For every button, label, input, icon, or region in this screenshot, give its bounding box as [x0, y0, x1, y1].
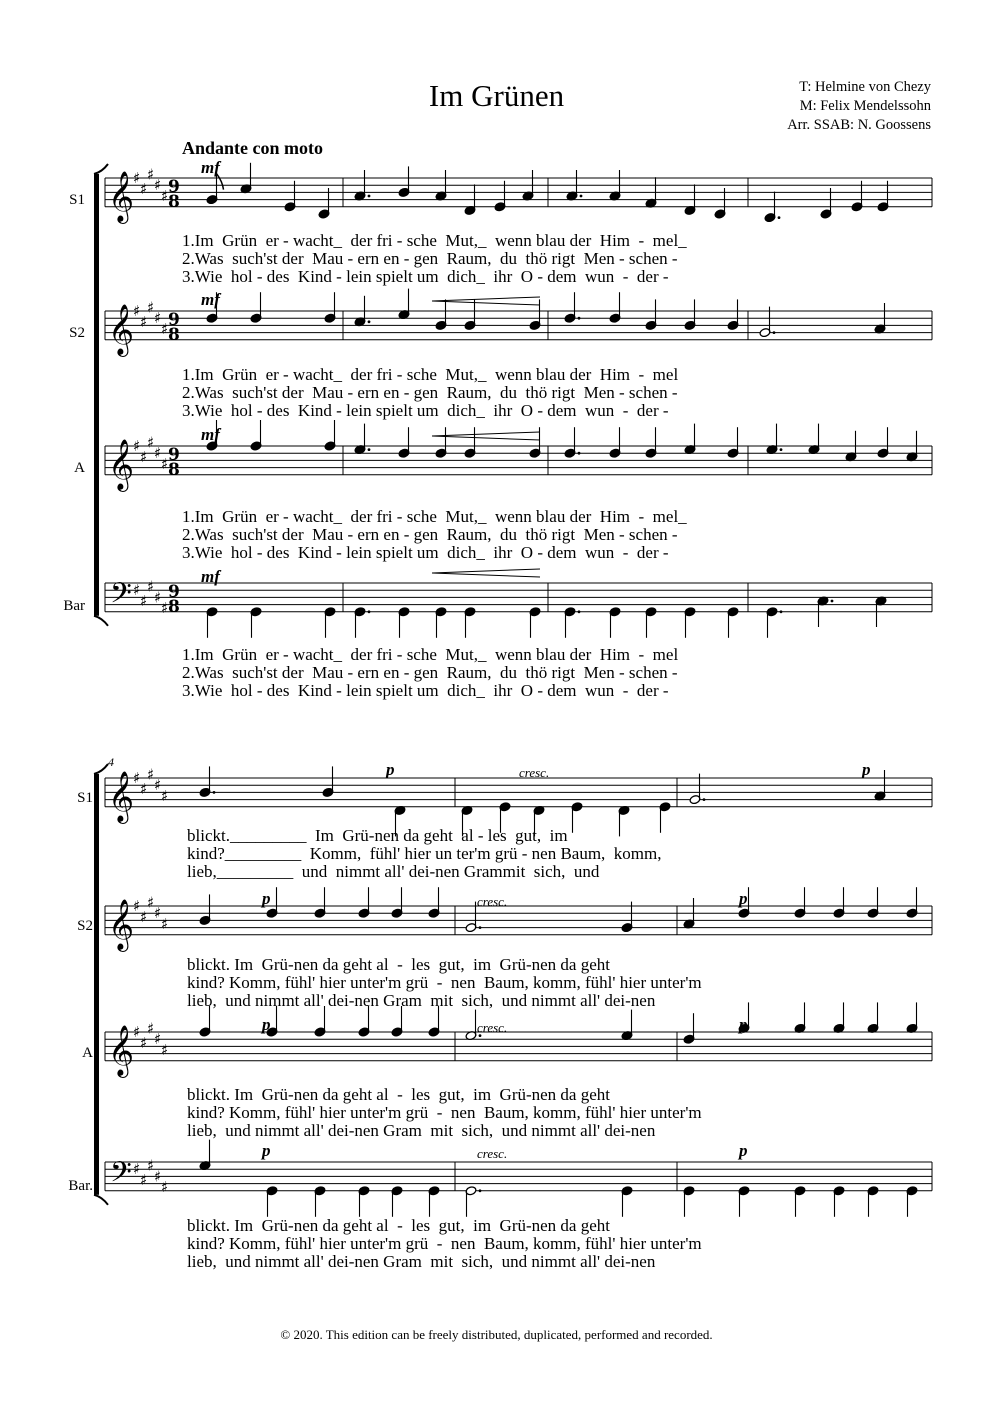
- crescendo-hairpin: [432, 569, 540, 573]
- treble-clef: 𝄞: [108, 1025, 135, 1076]
- sharp-sign: ♯: [133, 897, 141, 915]
- part-name-a: A: [74, 460, 85, 476]
- lyrics-bar-verse1: 1.Im Grün er - wacht_ der fri - sche Mut,_ wenn blau der Him - mel: [182, 645, 679, 664]
- bracket-top: [94, 764, 108, 774]
- dot: [578, 610, 581, 613]
- part-name-s2-sys2: S2: [77, 918, 93, 934]
- arranger-credit: Arr. SSAB: N. Goossens: [787, 117, 931, 133]
- cresc-bar: cresc.: [477, 1146, 508, 1161]
- treble-clef: 𝄞: [108, 439, 135, 490]
- dot: [213, 791, 216, 794]
- lyrics-a-sys2-verse2: kind? Komm, fühl' hier unter'm grü - nen Baum, komm, fühl' hier unter'm: [187, 1103, 702, 1122]
- dynamic-mf-bar: mf: [201, 567, 220, 586]
- sharp-sign: ♯: [147, 1019, 155, 1038]
- time-signature-bottom: 8: [168, 460, 180, 480]
- lyrics-bar-sys2-verse3: lieb, und nimmt all' dei-nen Gram mit sich, und nimmt all' dei-nen: [187, 1252, 656, 1271]
- sharp-sign: ♯: [147, 577, 155, 596]
- sharp-sign: ♯: [147, 1156, 155, 1175]
- dynamic-mf-a: mf: [201, 425, 220, 444]
- dot: [368, 320, 371, 323]
- music-credit: M: Felix Mendelssohn: [799, 98, 931, 114]
- dot: [778, 216, 781, 219]
- crescendo-hairpin: [432, 436, 540, 440]
- sharp-sign: ♯: [161, 455, 169, 473]
- lyrics-a-verse2: 2.Was such'st der Mau - ern en - gen Raum, du thö rigt Men - schen -: [182, 525, 678, 544]
- sharp-sign: ♯: [154, 444, 162, 463]
- sharp-sign: ♯: [154, 176, 162, 195]
- part-name-bar-sys2: Bar.: [68, 1178, 93, 1194]
- tempo-marking: Andante con moto: [182, 138, 324, 158]
- cresc-s1: cresc.: [519, 765, 550, 780]
- sharp-sign: ♯: [140, 592, 148, 610]
- lyrics-a-sys2-verse1: blickt. Im Grü-nen da geht al - les gut, im Grü-nen da geht: [187, 1085, 610, 1104]
- dynamic-p-a: p: [262, 1015, 271, 1034]
- sharp-sign: ♯: [161, 187, 169, 205]
- copyright-notice: © 2020. This edition can be freely distributed, duplicated, performed and recorded.: [280, 1327, 713, 1342]
- bracket-bottom: [94, 616, 108, 626]
- treble-clef: 𝄞: [108, 771, 135, 822]
- sharp-sign: ♯: [161, 1178, 169, 1197]
- lyrics-a-verse1: 1.Im Grün er - wacht_ der fri - sche Mut,_ wenn blau der Him - mel_: [182, 507, 687, 526]
- sharp-sign: ♯: [133, 769, 141, 787]
- page-title: Im Grünen: [428, 78, 565, 113]
- dot: [703, 798, 706, 801]
- lyrics-s1-verse3: 3.Wie hol - des Kind - lein spielt um dich_ ihr O - dem wun - der -: [182, 267, 669, 286]
- lyrics-a-sys2-verse3: lieb, und nimmt all' dei-nen Gram mit sich, und nimmt all' dei-nen: [187, 1121, 656, 1140]
- system-bracket: [94, 174, 99, 616]
- sharp-sign: ♯: [154, 588, 162, 607]
- system-bracket: [94, 774, 99, 1195]
- lyrics-s2-sys2-verse2: kind? Komm, fühl' hier unter'm grü - nen Baum, komm, fühl' hier unter'm: [187, 973, 702, 992]
- sharp-sign: ♯: [154, 1167, 162, 1186]
- bracket-top: [94, 164, 108, 174]
- dot: [773, 331, 776, 334]
- cresc-a: cresc.: [477, 1020, 508, 1035]
- lyrics-s2-verse2: 2.Was such'st der Mau - ern en - gen Raum, du thö rigt Men - schen -: [182, 383, 678, 402]
- time-signature-top: 9: [168, 582, 180, 602]
- crescendo-hairpin: [432, 297, 540, 301]
- sharp-sign: ♯: [147, 765, 155, 784]
- bass-clef: 𝄢: [110, 1156, 132, 1196]
- sharp-sign: ♯: [154, 1030, 162, 1049]
- sharp-sign: ♯: [140, 907, 148, 926]
- part-name-s1-sys2: S1: [77, 790, 93, 806]
- lyrics-s2-sys2-verse3: lieb, und nimmt all' dei-nen Gram mit sich, und nimmt all' dei-nen: [187, 991, 656, 1010]
- sharp-sign: ♯: [161, 320, 169, 338]
- sharp-sign: ♯: [161, 1041, 169, 1059]
- time-signature-bottom: 8: [168, 325, 180, 345]
- crescendo-hairpin: [432, 573, 540, 577]
- measure-number: 4: [108, 755, 114, 769]
- time-signature-bottom: 8: [168, 597, 180, 617]
- lyrics-s1-verse2: 2.Was such'st der Mau - ern en - gen Raum, du thö rigt Men - schen -: [182, 249, 678, 268]
- sharp-sign: ♯: [133, 437, 141, 455]
- lyrics-s1-sys2-verse3: lieb,_________ und nimmt all' dei-nen Grammit sich, und: [187, 862, 600, 881]
- crescendo-hairpin: [432, 432, 540, 436]
- lyrics-s2-verse1: 1.Im Grün er - wacht_ der fri - sche Mut,_ wenn blau der Him - mel: [182, 365, 679, 384]
- dynamic-mf-s1: mf: [201, 158, 220, 177]
- bass-clef: 𝄢: [110, 577, 132, 617]
- lyrics-bar-sys2-verse1: blickt. Im Grü-nen da geht al - les gut, im Grü-nen da geht: [187, 1216, 610, 1235]
- time-signature-top: 9: [168, 445, 180, 465]
- cresc-s2: cresc.: [477, 894, 508, 909]
- dot: [368, 195, 371, 198]
- lyrics-bar-verse2: 2.Was such'st der Mau - ern en - gen Raum, du thö rigt Men - schen -: [182, 663, 678, 682]
- lyrics-bar-verse3: 3.Wie hol - des Kind - lein spielt um dich_ ihr O - dem wun - der -: [182, 681, 669, 700]
- dot: [368, 448, 371, 451]
- sharp-sign: ♯: [133, 581, 141, 600]
- dot: [479, 1189, 482, 1192]
- part-name-s1: S1: [69, 192, 85, 208]
- dynamic-p-s2-b: p: [739, 889, 748, 908]
- part-name-a-sys2: A: [82, 1045, 93, 1061]
- credits-block: [787, 78, 931, 135]
- time-signature-top: 9: [168, 310, 180, 330]
- sharp-sign: ♯: [140, 1033, 148, 1052]
- lyrics-a-verse3: 3.Wie hol - des Kind - lein spielt um dich_ ihr O - dem wun - der -: [182, 543, 669, 562]
- sharp-sign: ♯: [147, 298, 155, 317]
- sharp-sign: ♯: [133, 302, 141, 320]
- sharp-sign: ♯: [147, 165, 155, 184]
- dynamic-p-s2: p: [262, 889, 271, 908]
- sharp-sign: ♯: [133, 1023, 141, 1041]
- treble-clef: 𝄞: [108, 304, 135, 355]
- sharp-sign: ♯: [140, 312, 148, 331]
- dynamic-p-a-b: p: [739, 1015, 748, 1034]
- part-name-bar: Bar: [63, 598, 85, 614]
- sharp-sign: ♯: [140, 447, 148, 466]
- dot: [578, 452, 581, 455]
- dynamic-p-bar: p: [262, 1141, 271, 1160]
- sharp-sign: ♯: [154, 776, 162, 795]
- lyrics-bar-sys2-verse2: kind? Komm, fühl' hier unter'm grü - nen Baum, komm, fühl' hier unter'm: [187, 1234, 702, 1253]
- text-credit: T: Helmine von Chezy: [799, 79, 931, 95]
- sharp-sign: ♯: [154, 309, 162, 328]
- treble-clef: 𝄞: [108, 171, 135, 222]
- sharp-sign: ♯: [140, 179, 148, 198]
- dot: [780, 610, 783, 613]
- sharp-sign: ♯: [140, 779, 148, 798]
- sharp-sign: ♯: [133, 169, 141, 187]
- dot: [580, 195, 583, 198]
- dot: [780, 448, 783, 451]
- sharp-sign: ♯: [161, 787, 169, 805]
- dynamic-p-bar-b: p: [739, 1141, 748, 1160]
- sharp-sign: ♯: [161, 599, 169, 618]
- sharp-sign: ♯: [140, 1171, 148, 1189]
- lyrics-s2-sys2-verse1: blickt. Im Grü-nen da geht al - les gut, im Grü-nen da geht: [187, 955, 610, 974]
- lyrics-s1-sys2-verse1: blickt._________ Im Grü-nen da geht al - les gut, im: [187, 826, 568, 845]
- dynamic-p-s1-b: p: [862, 760, 871, 779]
- sharp-sign: ♯: [133, 1160, 141, 1179]
- dot: [368, 610, 371, 613]
- sharp-sign: ♯: [154, 904, 162, 923]
- bracket-bottom: [94, 1195, 108, 1205]
- dynamic-mf-s2: mf: [201, 290, 220, 309]
- treble-clef: 𝄞: [108, 899, 135, 950]
- crescendo-hairpin: [432, 301, 540, 305]
- dot: [831, 600, 834, 603]
- part-name-s2: S2: [69, 325, 85, 341]
- sharp-sign: ♯: [161, 915, 169, 933]
- time-signature-bottom: 8: [168, 192, 180, 212]
- sharp-sign: ♯: [147, 893, 155, 912]
- dot: [479, 926, 482, 929]
- lyrics-s1-sys2-verse2: kind?_________ Komm, fühl' hier un ter'm grü - nen Baum, komm,: [187, 844, 662, 863]
- dot: [578, 317, 581, 320]
- lyrics-s1-verse1: 1.Im Grün er - wacht_ der fri - sche Mut,_ wenn blau der Him - mel_: [182, 231, 687, 250]
- dynamic-p-s1: p: [386, 760, 395, 779]
- lyrics-s2-verse3: 3.Wie hol - des Kind - lein spielt um dich_ ihr O - dem wun - der -: [182, 401, 669, 420]
- time-signature-top: 9: [168, 177, 180, 197]
- sharp-sign: ♯: [147, 433, 155, 452]
